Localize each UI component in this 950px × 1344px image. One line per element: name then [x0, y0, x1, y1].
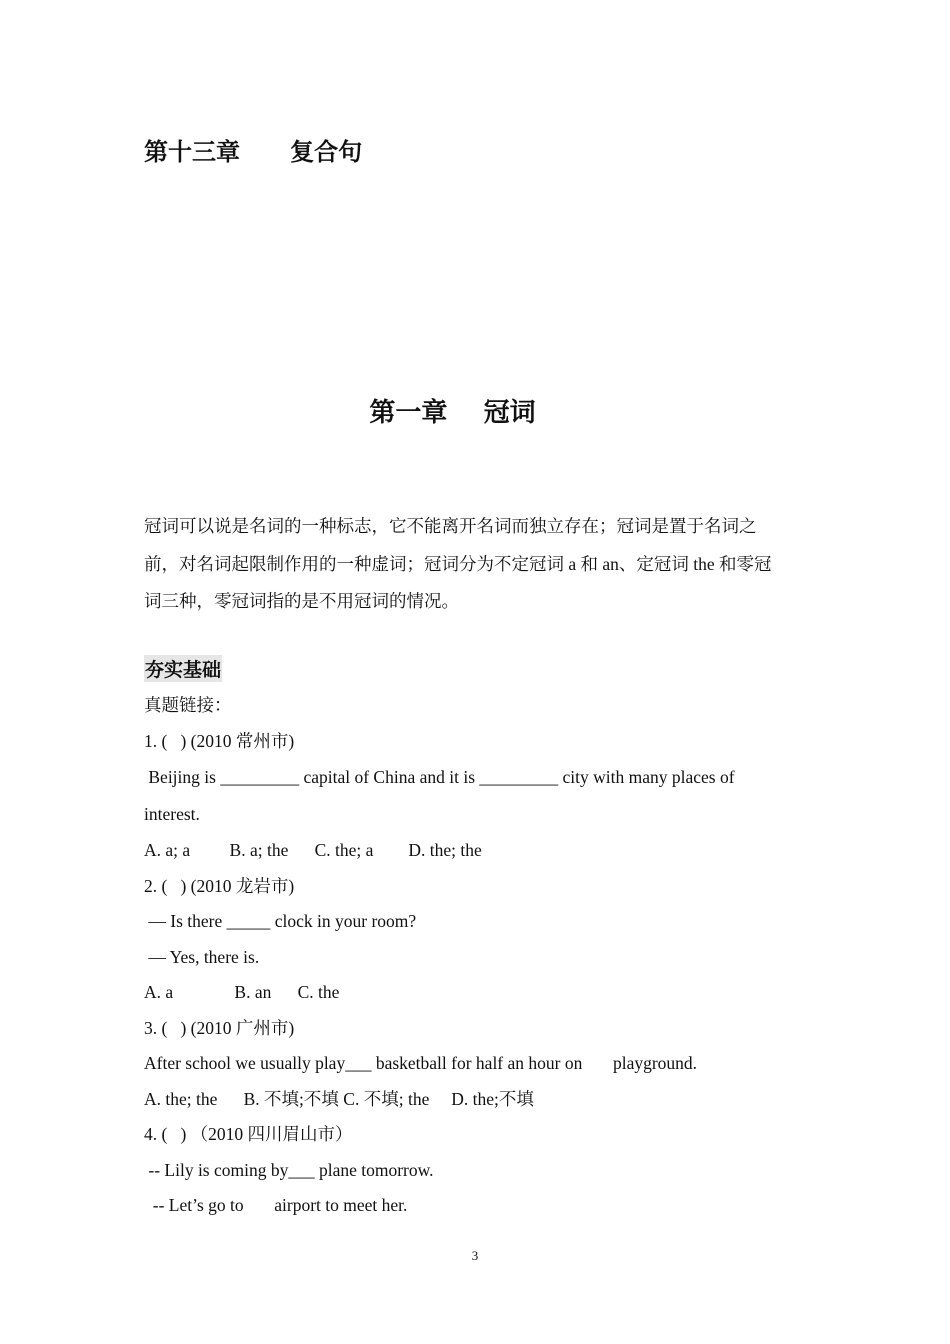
question-3-options: A. the; the B. 不填;不填 C. 不填; the D. the;不填 — [144, 1088, 534, 1109]
question-3-heading: 3. ( ) (2010 广州市) — [144, 1017, 295, 1038]
question-2-heading: 2. ( ) (2010 龙岩市) — [144, 875, 295, 896]
intro-line: 前，对名词起限制作用的一种虚词；冠词分为不定冠词 a 和 an、定冠词 the 和零冠 — [144, 553, 772, 574]
exercise-list — [144, 688, 808, 1224]
question-1-line: Beijing is _________ capital of China and it is _________ city with many places of — [144, 767, 735, 787]
question-4-line: -- Let’s go to airport to meet her. — [144, 1195, 408, 1215]
page-number: 3 — [471, 1248, 479, 1263]
question-2-line: — Yes, there is. — [144, 946, 260, 967]
intro-paragraph — [144, 508, 808, 621]
question-4-heading: 4. ( ) （2010 四川眉山市） — [144, 1124, 353, 1144]
intro-line: 冠词可以说是名词的一种标志，它不能离开名词而独立存在；冠词是置于名词之 — [144, 516, 757, 536]
chapter-13-heading: 第十三章 复合句 — [144, 138, 363, 166]
question-1-options: A. a; a B. a; the C. the; a D. the; the — [144, 840, 482, 860]
section-title: 夯实基础 — [144, 655, 222, 682]
question-2-line: — Is there _____ clock in your room? — [144, 911, 417, 931]
question-4-line: -- Lily is coming by___ plane tomorrow. — [144, 1159, 434, 1180]
question-1-heading: 1. ( ) (2010 常州市) — [144, 730, 295, 751]
question-2-options: A. a B. an C. the — [144, 982, 340, 1002]
intro-line: 词三种，零冠词指的是不用冠词的情况。 — [144, 591, 459, 611]
link-label: 真题链接： — [144, 695, 232, 715]
question-1-line: interest. — [144, 804, 200, 824]
chapter-1-heading: 第一章 冠词 — [369, 398, 536, 428]
question-3-line: After school we usually play___ basketball for half an hour on playground. — [144, 1053, 698, 1073]
